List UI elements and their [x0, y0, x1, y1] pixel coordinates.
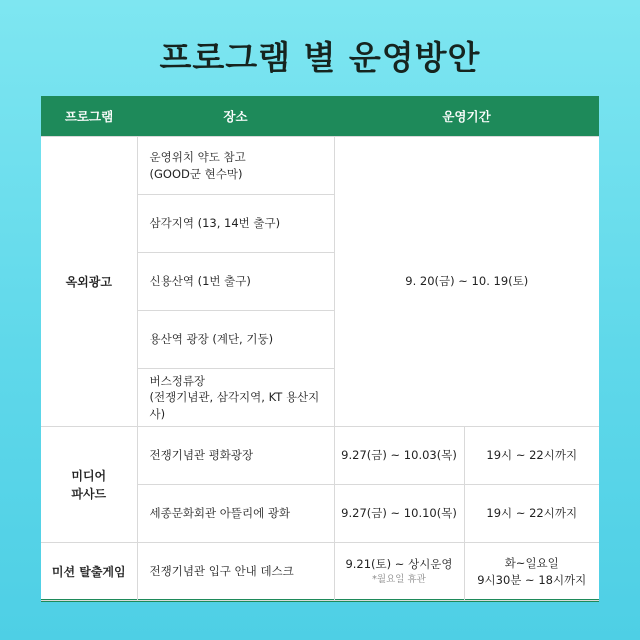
place-cell: 전쟁기념관 평화광장: [137, 427, 334, 485]
place-cell: 용산역 광장 (계단, 기둥): [137, 311, 334, 369]
page-title: 프로그램 별 운영방안: [159, 38, 481, 77]
table-row: [41, 543, 599, 601]
date-cell: 9.27(금) ~ 10.03(목): [334, 427, 464, 485]
time-cell: 19시 ~ 22시까지: [464, 427, 599, 485]
place-cell: 삼각지역 (13, 14번 출구): [137, 195, 334, 253]
table-row: [41, 137, 599, 195]
header-place: 장소: [137, 96, 334, 137]
place-cell: 전쟁기념관 입구 안내 데스크: [137, 543, 334, 601]
program-escape: 미션 탈출게임: [41, 543, 137, 601]
place-cell: 운영위치 약도 참고 (GOOD군 현수막): [137, 137, 334, 195]
period-outdoor: 9. 20(금) ~ 10. 19(토): [334, 137, 599, 427]
escape-date: 9.21(토) ~ 상시운영: [345, 557, 453, 572]
header-period: 운영기간: [334, 96, 599, 137]
table-header-row: [41, 96, 599, 137]
header-program: 프로그램: [41, 96, 137, 137]
date-cell: [334, 543, 464, 601]
schedule-table: [41, 96, 599, 602]
date-cell: 9.27(금) ~ 10.10(목): [334, 485, 464, 543]
time-cell: 화~일요일 9시30분 ~ 18시까지: [464, 543, 599, 601]
time-cell: 19시 ~ 22시까지: [464, 485, 599, 543]
place-cell: 신용산역 (1번 출구): [137, 253, 334, 311]
program-outdoor: 옥외광고: [41, 137, 137, 427]
place-cell: 버스정류장 (전쟁기념관, 삼각지역, KT 용산지사): [137, 369, 334, 427]
closed-note: *월요일 휴관: [372, 574, 426, 586]
program-media: 미디어 파사드: [41, 427, 137, 543]
table-row: [41, 427, 599, 485]
place-cell: 세종문화회관 아뜰리에 광화: [137, 485, 334, 543]
